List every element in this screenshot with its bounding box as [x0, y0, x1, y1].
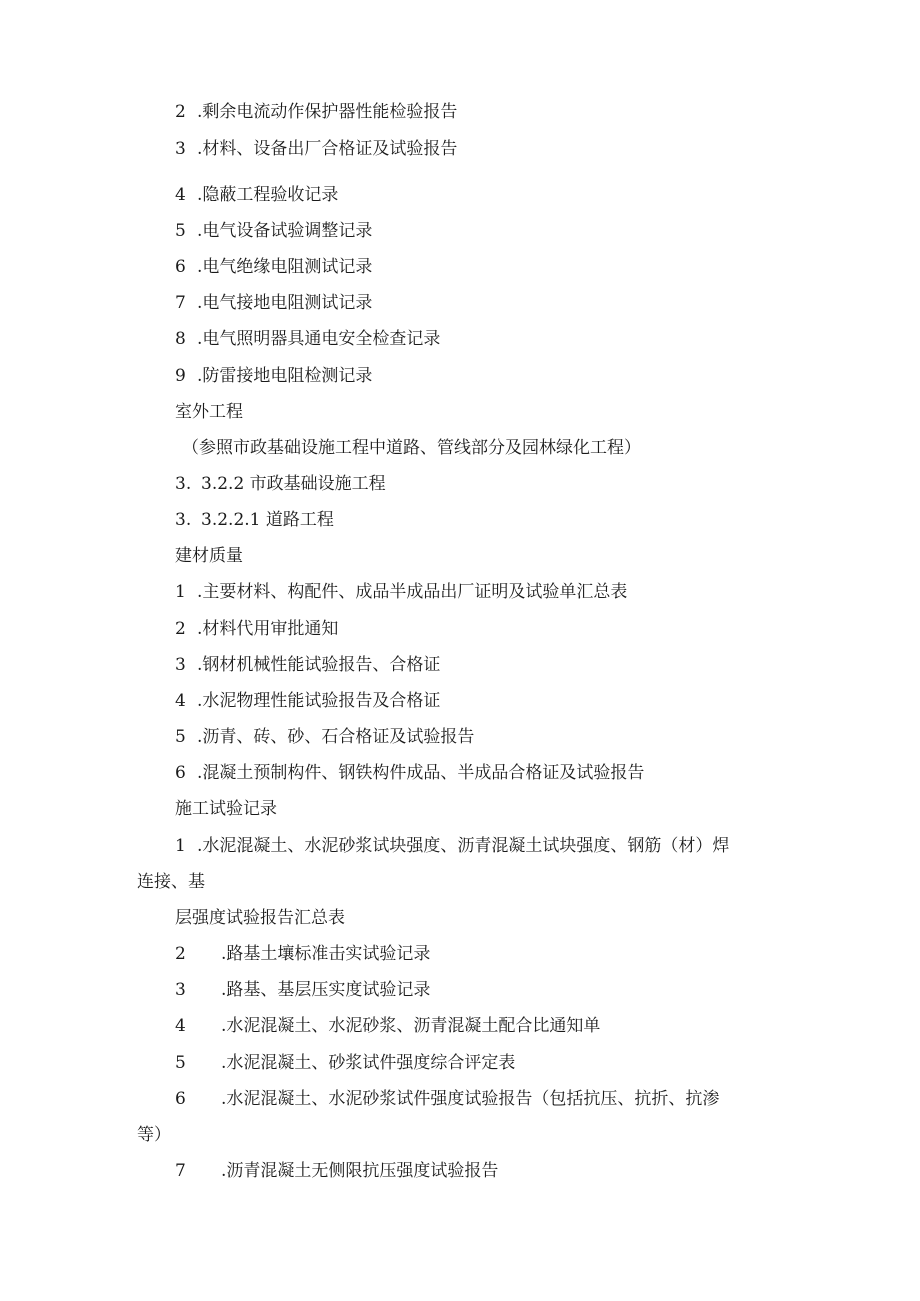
item-number: 9: [175, 366, 186, 386]
list-item: [175, 1016, 600, 1036]
item-text: .沥青混凝土无侧限抗压强度试验报告: [221, 1161, 499, 1181]
item-number: 2: [175, 102, 186, 122]
item-number: 6: [175, 1089, 186, 1109]
list-item: [175, 582, 627, 602]
list-item: [175, 944, 430, 964]
item-text: .电气照明器具通电安全检查记录: [197, 329, 441, 349]
list-item: [175, 102, 457, 122]
item-text: .水泥混凝土、水泥砂浆试件强度试验报告（包括抗压、抗折、抗渗: [221, 1089, 720, 1109]
list-item: [175, 221, 372, 241]
item-text: .路基、基层压实度试验记录: [221, 980, 431, 1000]
heading-text: 建材质量: [175, 546, 243, 566]
item-text: .材料、设备出厂合格证及试验报告: [197, 139, 458, 159]
paragraph-text: 等）: [137, 1125, 171, 1145]
list-item: [175, 619, 338, 639]
section-heading: [175, 546, 243, 566]
paragraph: [175, 908, 345, 928]
item-text: .路基土壤标准击实试验记录: [221, 944, 431, 964]
item-number: 5: [175, 727, 186, 747]
item-text: .钢材机械性能试验报告、合格证: [197, 655, 441, 675]
item-number: 2: [175, 619, 186, 639]
heading-text: 3.2.2 市政基础设施工程: [201, 474, 386, 494]
item-text: .主要材料、构配件、成品半成品出厂证明及试验单汇总表: [197, 582, 628, 602]
paragraph-text: 层强度试验报告汇总表: [175, 908, 345, 928]
item-number: 1: [175, 836, 186, 856]
list-item: [175, 293, 372, 313]
item-text: .电气绝缘电阻测试记录: [197, 257, 373, 277]
paragraph-continuation: [137, 1125, 171, 1145]
item-number: 4: [175, 1016, 186, 1036]
item-text: .水泥物理性能试验报告及合格证: [197, 691, 441, 711]
item-text: .沥青、砖、砂、石合格证及试验报告: [197, 727, 475, 747]
list-item: [175, 1089, 719, 1109]
list-item: [175, 366, 372, 386]
list-item: [175, 185, 338, 205]
item-text: .隐蔽工程验收记录: [197, 185, 339, 205]
list-item: [175, 691, 440, 711]
item-number: 7: [175, 1161, 186, 1181]
section-heading: [175, 474, 386, 494]
list-item: [175, 1053, 515, 1073]
section-heading: [175, 799, 277, 819]
item-number: 8: [175, 329, 186, 349]
item-number: 6: [175, 257, 186, 277]
item-number: 3: [175, 980, 186, 1000]
item-number: 3: [175, 139, 186, 159]
item-number: 3.: [175, 474, 192, 494]
paragraph-text: 连接、基: [137, 872, 205, 892]
paragraph-text: （参照市政基础设施工程中道路、管线部分及园林绿化工程）: [182, 438, 641, 458]
item-text: .电气接地电阻测试记录: [197, 293, 373, 313]
item-text: .剩余电流动作保护器性能检验报告: [197, 102, 458, 122]
item-number: 5: [175, 1053, 186, 1073]
item-number: 4: [175, 691, 186, 711]
list-item: [175, 1161, 498, 1181]
list-item: [175, 139, 457, 159]
item-number: 7: [175, 293, 186, 313]
item-text: .防雷接地电阻检测记录: [197, 366, 373, 386]
list-item: [175, 836, 729, 856]
item-number: 1: [175, 582, 186, 602]
list-item: [175, 655, 440, 675]
section-heading: [175, 510, 334, 530]
item-text: .水泥混凝土、水泥砂浆、沥青混凝土配合比通知单: [221, 1016, 601, 1036]
heading-text: 施工试验记录: [175, 799, 277, 819]
item-number: 4: [175, 185, 186, 205]
paragraph-continuation: [137, 872, 205, 892]
item-text: .混凝土预制构件、钢铁构件成品、半成品合格证及试验报告: [197, 763, 645, 783]
list-item: [175, 980, 430, 1000]
item-text: .水泥混凝土、砂浆试件强度综合评定表: [221, 1053, 516, 1073]
item-number: 5: [175, 221, 186, 241]
item-number: 3.: [175, 510, 192, 530]
list-item: [175, 257, 372, 277]
item-number: 6: [175, 763, 186, 783]
heading-text: 室外工程: [175, 402, 243, 422]
list-item: [175, 329, 440, 349]
list-item: [175, 727, 474, 747]
item-text: .电气设备试验调整记录: [197, 221, 373, 241]
item-text: .水泥混凝土、水泥砂浆试块强度、沥青混凝土试块强度、钢筋（材）焊: [197, 836, 730, 856]
list-item: [175, 763, 644, 783]
section-heading: [175, 402, 243, 422]
paragraph: [182, 438, 641, 458]
item-number: 2: [175, 944, 186, 964]
heading-text: 3.2.2.1 道路工程: [201, 510, 334, 530]
item-number: 3: [175, 655, 186, 675]
item-text: .材料代用审批通知: [197, 619, 339, 639]
